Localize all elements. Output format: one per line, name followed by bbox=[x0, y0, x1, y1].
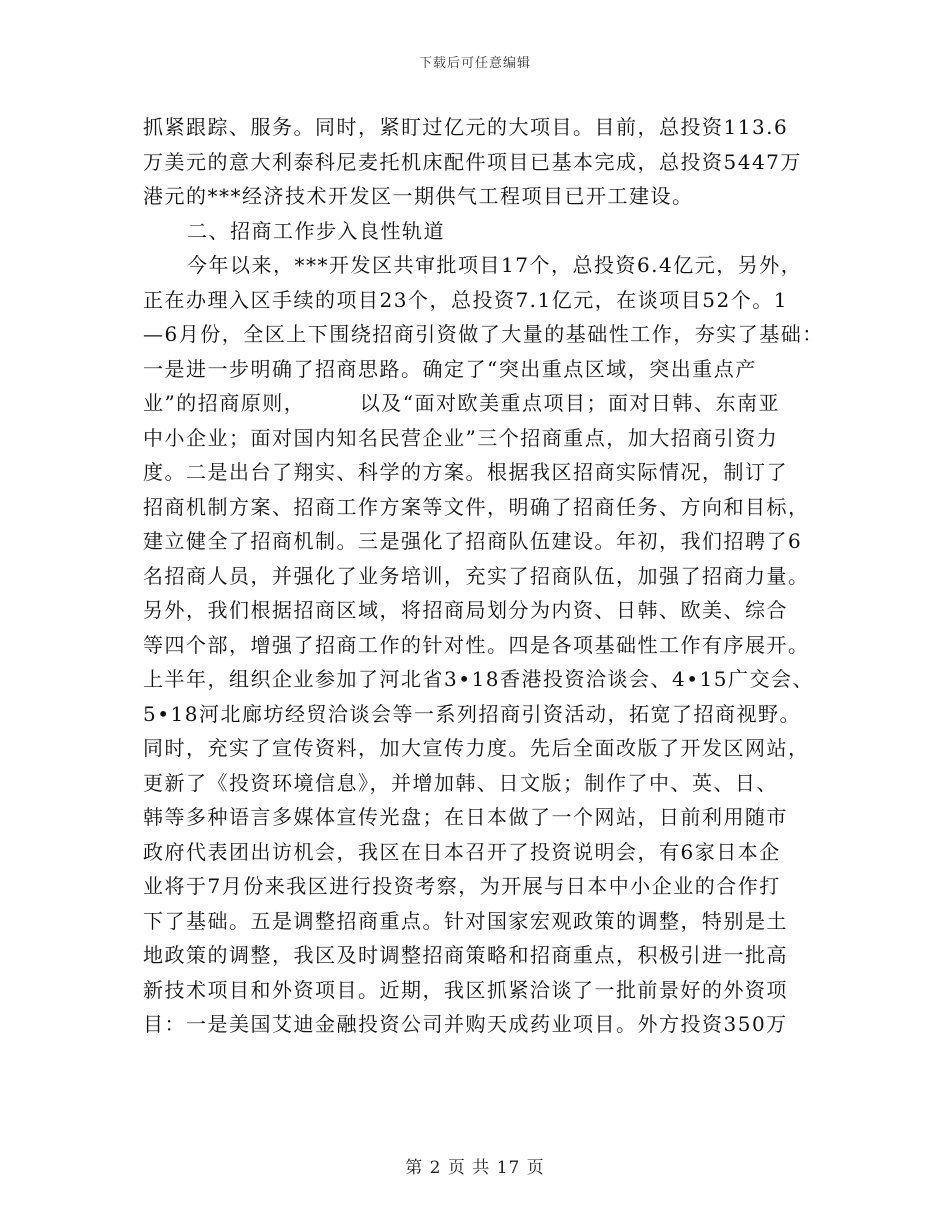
text-line: 度。二是出台了翔实、科学的方案。根据我区招商实际情况，制订了 bbox=[143, 460, 788, 484]
page-number-footer: 第 2 页 共 17 页 bbox=[405, 1158, 545, 1178]
text-line: 等四个部，增强了招商工作的针对性。四是各项基础性工作有序展开。 bbox=[143, 632, 810, 657]
text-line: 名招商人员，并强化了业务培训，充实了招商队伍，加强了招商力量。 bbox=[143, 563, 810, 588]
text-line: 下了基础。五是调整招商重点。针对国家宏观政策的调整，特别是土 bbox=[143, 908, 788, 933]
text-line: 中小企业；面对国内知名民营企业”三个招商重点，加大招商引资力 bbox=[143, 425, 779, 450]
text-line: —6月份，全区上下围绕招商引资做了大量的基础性工作，夯实了基础： bbox=[143, 322, 824, 346]
text-line: 建立健全了招商机制。三是强化了招商队伍建设。年初，我们招聘了6 bbox=[143, 529, 803, 553]
text-line: 5•18河北廊坊经贸洽谈会等一系列招商引资活动，拓宽了招商视野。 bbox=[143, 701, 801, 726]
text-line: 同时，充实了宣传资料，加大宣传力度。先后全面改版了开发区网站， bbox=[143, 736, 810, 760]
page-header-note: 下载后可任意编辑 bbox=[418, 56, 531, 71]
text-line: 业”的招商原则， 以及“面对欧美重点项目；面对日韩、东南亚 bbox=[143, 391, 780, 415]
text-line: 地政策的调整，我区及时调整招商策略和招商重点，积极引进一批高 bbox=[143, 943, 788, 967]
text-line: 另外，我们根据招商区域，将招商局划分为内资、日韩、欧美、综合 bbox=[143, 598, 788, 622]
text-line: 抓紧跟踪、服务。同时，紧盯过亿元的大项目。目前，总投资113.6 bbox=[143, 115, 789, 139]
text-line: 正在办理入区手续的项目23个，总投资7.1亿元，在谈项目52个。1 bbox=[143, 287, 788, 312]
text-line: 目：一是美国艾迪金融投资公司并购天成药业项目。外方投资350万 bbox=[143, 1012, 788, 1036]
text-line: 业将于7月份来我区进行投资考察，为开展与日本中小企业的合作打 bbox=[143, 874, 781, 898]
text-line: 新技术项目和外资项目。近期，我区抓紧洽谈了一批前景好的外资项 bbox=[143, 977, 788, 1002]
document-body bbox=[143, 110, 824, 1042]
text-line: 更新了《投资环境信息》，并增加韩、日文版；制作了中、英、日、 bbox=[143, 770, 778, 795]
text-line: 港元的***经济技术开发区一期供气工程项目已开工建设。 bbox=[143, 184, 694, 208]
text-line: 一是进一步明确了招商思路。确定了“突出重点区域，突出重点产 bbox=[143, 356, 757, 381]
text-line: 万美元的意大利泰科尼麦托机床配件项目已基本完成，总投资5447万 bbox=[143, 149, 802, 174]
text-line: 政府代表团出访机会，我区在日本召开了投资说明会，有6家日本企 bbox=[143, 839, 781, 864]
text-line: 上半年，组织企业参加了河北省3•18香港投资洽谈会、4•15广交会、 bbox=[143, 667, 814, 691]
text-line: 今年以来，***开发区共审批项目17个，总投资6.4亿元，另外， bbox=[187, 253, 803, 277]
text-line: 招商机制方案、招商工作方案等文件，明确了招商任务、方向和目标， bbox=[143, 494, 810, 519]
text-line: 韩等多种语言多媒体宣传光盘；在日本做了一个网站，日前利用随市 bbox=[143, 805, 788, 829]
text-line: 二、招商工作步入良性轨道 bbox=[187, 218, 445, 243]
